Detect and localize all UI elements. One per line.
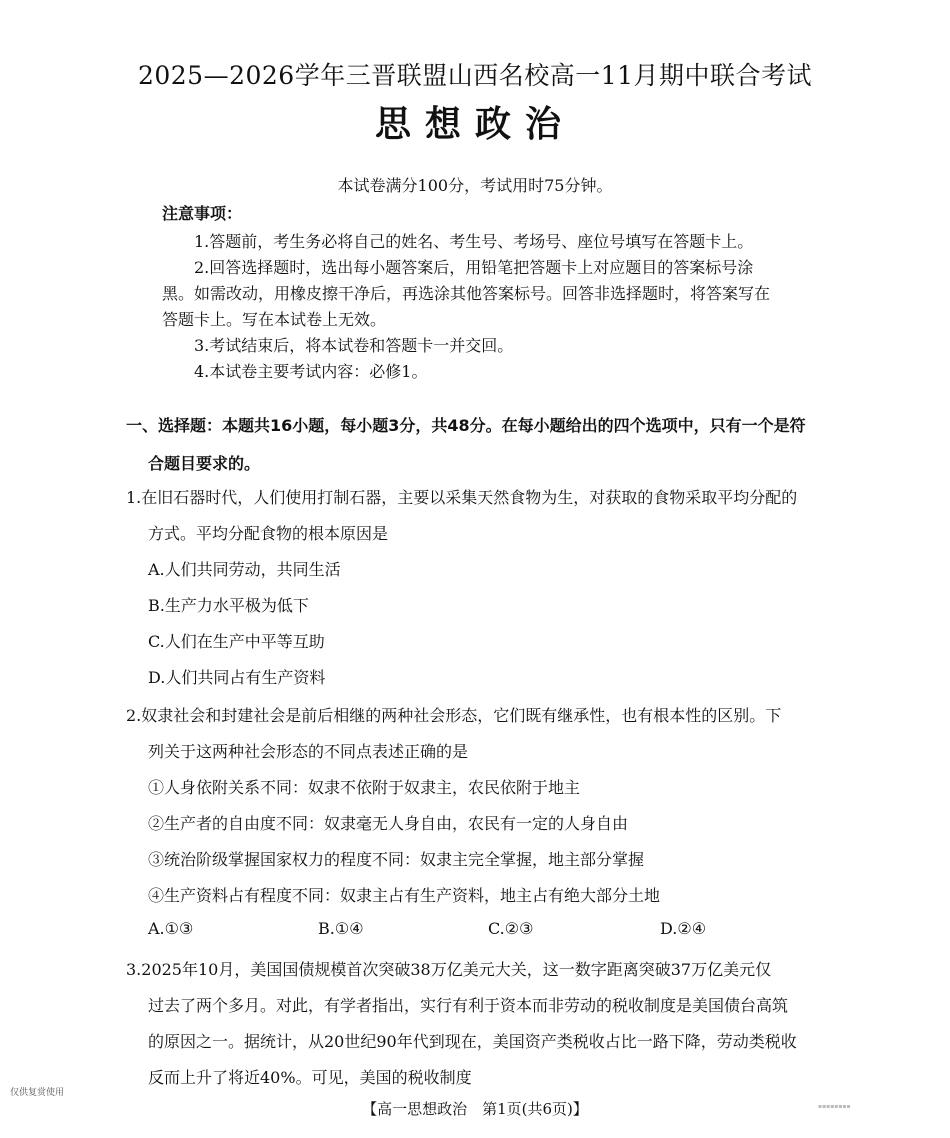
question-3-stem-cont: 过去了两个多月。对此，有学者指出，实行有利于资本而非劳动的税收制度是美国债台高筑 — [148, 996, 789, 1015]
question-1-stem: 1.在旧石器时代，人们使用打制石器，主要以采集天然食物为生，对获取的食物采取平均分配的 — [126, 488, 798, 507]
question-1-stem-cont: 方式。平均分配食物的根本原因是 — [148, 524, 389, 543]
statement-2: ②生产者的自由度不同：奴隶毫无人身自由，农民有一定的人身自由 — [148, 814, 629, 833]
subject-title: 思想政治 — [374, 104, 575, 145]
option-a: A.人们共同劳动，共同生活 — [148, 560, 341, 579]
option-a: A.①③ — [148, 919, 194, 938]
note-line: 1.答题前，考生务必将自己的姓名、考生号、考场号、座位号填写在答题卡上。 — [194, 232, 754, 251]
option-c: C.人们在生产中平等互助 — [148, 632, 325, 651]
statement-3: ③统治阶级掌握国家权力的程度不同：奴隶主完全掌握，地主部分掌握 — [148, 850, 645, 869]
notes-title: 注意事项： — [162, 204, 243, 223]
statement-4: ④生产资料占有程度不同：奴隶主占有生产资料，地主占有绝大部分土地 — [148, 886, 661, 905]
section-heading: 一、选择题：本题共16小题，每小题3分，共48分。在每小题给出的四个选项中，只有一个是符 — [126, 416, 806, 435]
option-d: D.人们共同占有生产资料 — [148, 668, 326, 687]
exam-info: 本试卷满分100分，考试用时75分钟。 — [337, 176, 613, 195]
watermark-text: 仅供复赏使用 — [10, 1088, 65, 1098]
statement-1: ①人身依附关系不同：奴隶不依附于奴隶主，农民依附于地主 — [148, 778, 581, 797]
section-heading-cont: 合题目要求的。 — [148, 454, 261, 473]
option-b: B.①④ — [318, 919, 364, 938]
page-footer: 【高一思想政治 第1页(共6页)】 — [362, 1100, 588, 1118]
question-2-stem-cont: 列关于这两种社会形态的不同点表述正确的是 — [148, 742, 469, 761]
option-d: D.②④ — [660, 919, 707, 938]
option-c: C.②③ — [488, 919, 534, 938]
source-logo: ▪▪▪▪▪▪▪▪ — [818, 1103, 851, 1110]
note-line: 黑。如需改动，用橡皮擦干净后，再选涂其他答案标号。回答非选择题时，将答案写在 — [162, 284, 771, 303]
note-line: 2.回答选择题时，选出每小题答案后，用铅笔把答题卡上对应题目的答案标号涂 — [194, 258, 754, 277]
exam-title: 2025—2026学年三晋联盟山西名校高一11月期中联合考试 — [137, 61, 813, 90]
question-3-stem-cont: 反而上升了将近40%。可见，美国的税收制度 — [148, 1068, 472, 1087]
option-b: B.生产力水平极为低下 — [148, 596, 309, 615]
question-3-stem-cont: 的原因之一。据统计，从20世纪90年代到现在，美国资产类税收占比一路下降，劳动类税收 — [148, 1032, 797, 1051]
note-line: 答题卡上。写在本试卷上无效。 — [162, 310, 387, 329]
question-3-stem: 3.2025年10月，美国国债规模首次突破38万亿美元大关，这一数字距离突破37万亿美元仅 — [126, 960, 772, 979]
note-line: 3.考试结束后，将本试卷和答题卡一并交回。 — [194, 336, 514, 355]
question-2-stem: 2.奴隶社会和封建社会是前后相继的两种社会形态，它们既有继承性，也有根本性的区别。下 — [126, 706, 782, 725]
note-line: 4.本试卷主要考试内容：必修1。 — [194, 362, 428, 381]
